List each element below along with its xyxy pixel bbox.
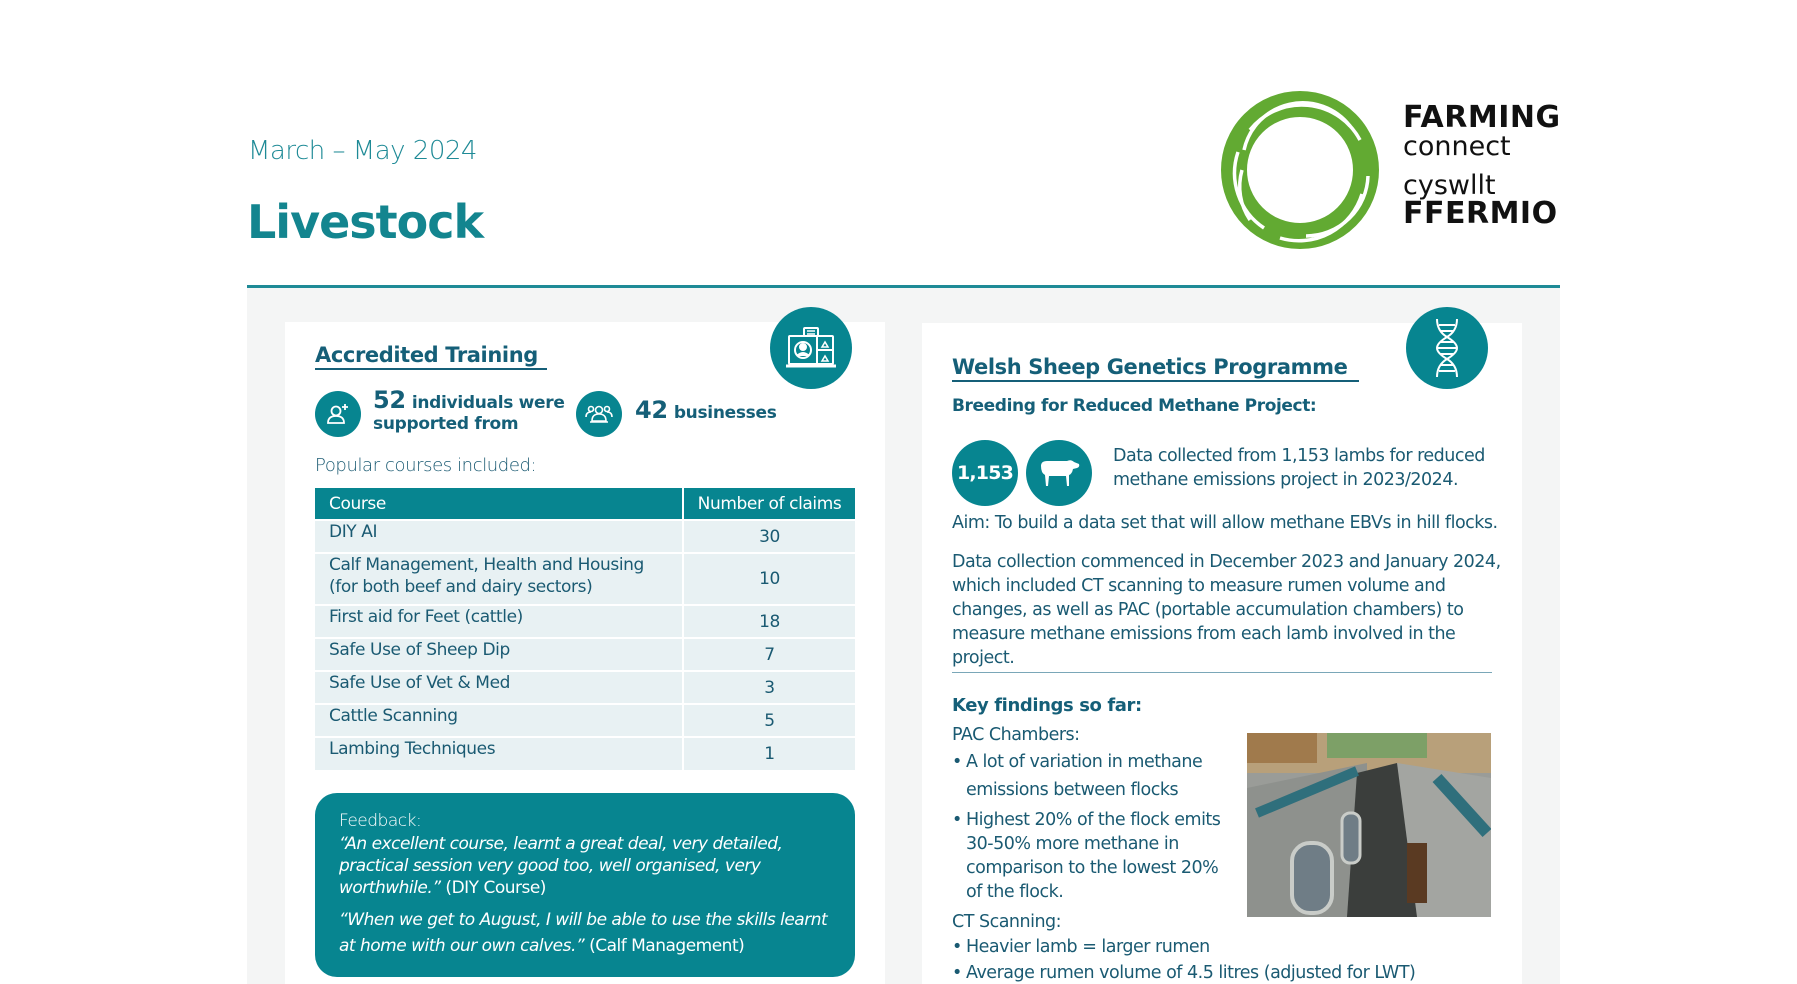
sheep-icon	[1026, 440, 1092, 506]
individuals-stat: 52 individuals were supported from	[373, 386, 565, 434]
data-collection-text: Data collection commenced in December 2023 and January 2024, which included CT scanning to measure rumen volume and changes, as well as PAC (portable accumulation chambers) to measure methane emissions from each lamb involved in the project.	[952, 552, 1501, 668]
table-row	[315, 605, 855, 638]
key-findings-title: Key findings so far:	[952, 695, 1142, 716]
feedback-quote-1: “An excellent course, learnt a great deal, very detailed, practical session very good too, well organised, very worthwhile.” (DIY Course)	[339, 834, 783, 898]
logo-line-connect: connect	[1403, 131, 1511, 162]
businesses-stat: 42 businesses	[635, 396, 777, 424]
farming-connect-logo	[1220, 90, 1560, 250]
logo-line-ffermio: FFERMIO	[1403, 196, 1558, 231]
ct-finding-item: • Heavier lamb = larger rumen	[952, 935, 1512, 959]
pac-chambers-photo	[1247, 733, 1491, 917]
course-name: First aid for Feet (cattle)	[315, 605, 683, 638]
date-range: March – May 2024	[248, 136, 477, 166]
pac-findings	[952, 722, 1232, 904]
aim-text: Aim: To build a data set that will allow methane EBVs in hill flocks.	[952, 513, 1498, 533]
course-name: Cattle Scanning	[315, 704, 683, 737]
claims-count: 5	[683, 704, 855, 737]
businesses-count: 42	[635, 396, 668, 424]
feedback-label: Feedback:	[339, 811, 422, 831]
claims-count: 7	[683, 638, 855, 671]
logo-line-cyswllt: cyswllt	[1403, 170, 1496, 201]
claims-count: 1	[683, 737, 855, 770]
table-row	[315, 671, 855, 704]
ct-finding-item: • Average rumen volume of 4.5 litres (adjusted for LWT)	[952, 961, 1512, 984]
logo-ring-icon	[1220, 90, 1380, 250]
pac-finding-item: • A lot of variation in methane emissions between flocks	[952, 748, 1232, 804]
column-header-claims: Number of claims	[683, 488, 855, 520]
breeding-methane-subtitle: Breeding for Reduced Methane Project:	[952, 396, 1317, 416]
feedback-box	[315, 793, 855, 977]
table-row	[315, 638, 855, 671]
feedback-quote-2: “When we get to August, I will be able to use the skills learnt at home with our own calves.” (Calf Management)	[339, 910, 828, 956]
online-training-icon	[770, 307, 852, 389]
section-divider	[952, 672, 1492, 673]
group-icon	[576, 391, 622, 437]
individuals-count: 52	[373, 386, 406, 414]
ct-findings	[952, 909, 1512, 984]
page-title: Livestock	[247, 195, 484, 249]
person-add-icon	[315, 391, 361, 437]
popular-courses-intro: Popular courses included:	[315, 455, 537, 476]
claims-count: 3	[683, 671, 855, 704]
lambs-data-text: Data collected from 1,153 lambs for reduced methane emissions project in 2023/2024.	[1113, 446, 1485, 490]
course-name: Safe Use of Vet & Med	[315, 671, 683, 704]
table-row	[315, 520, 855, 553]
accredited-training-title: Accredited Training	[315, 343, 547, 370]
claims-count: 18	[683, 605, 855, 638]
table-row	[315, 737, 855, 770]
course-name: Safe Use of Sheep Dip	[315, 638, 683, 671]
course-name: DIY AI	[315, 520, 683, 553]
courses-table	[315, 488, 855, 770]
pac-heading: PAC Chambers:	[952, 725, 1080, 745]
table-row	[315, 553, 855, 605]
logo-line-farming: FARMING	[1403, 100, 1561, 135]
ct-heading: CT Scanning:	[952, 912, 1062, 932]
claims-count: 10	[683, 553, 855, 605]
claims-count: 30	[683, 520, 855, 553]
logo-text	[1403, 100, 1561, 231]
lambs-count-badge: 1,153	[952, 440, 1018, 506]
course-name: Calf Management, Health and Housing (for both beef and dairy sectors)	[315, 553, 683, 605]
course-name: Lambing Techniques	[315, 737, 683, 770]
column-header-course: Course	[315, 488, 683, 520]
table-row	[315, 704, 855, 737]
pac-finding-item: • Highest 20% of the flock emits 30-50% more methane in comparison to the lowest 20% of the flock.	[952, 808, 1232, 904]
welsh-sheep-genetics-title: Welsh Sheep Genetics Programme	[952, 355, 1359, 382]
dna-icon	[1406, 307, 1488, 389]
